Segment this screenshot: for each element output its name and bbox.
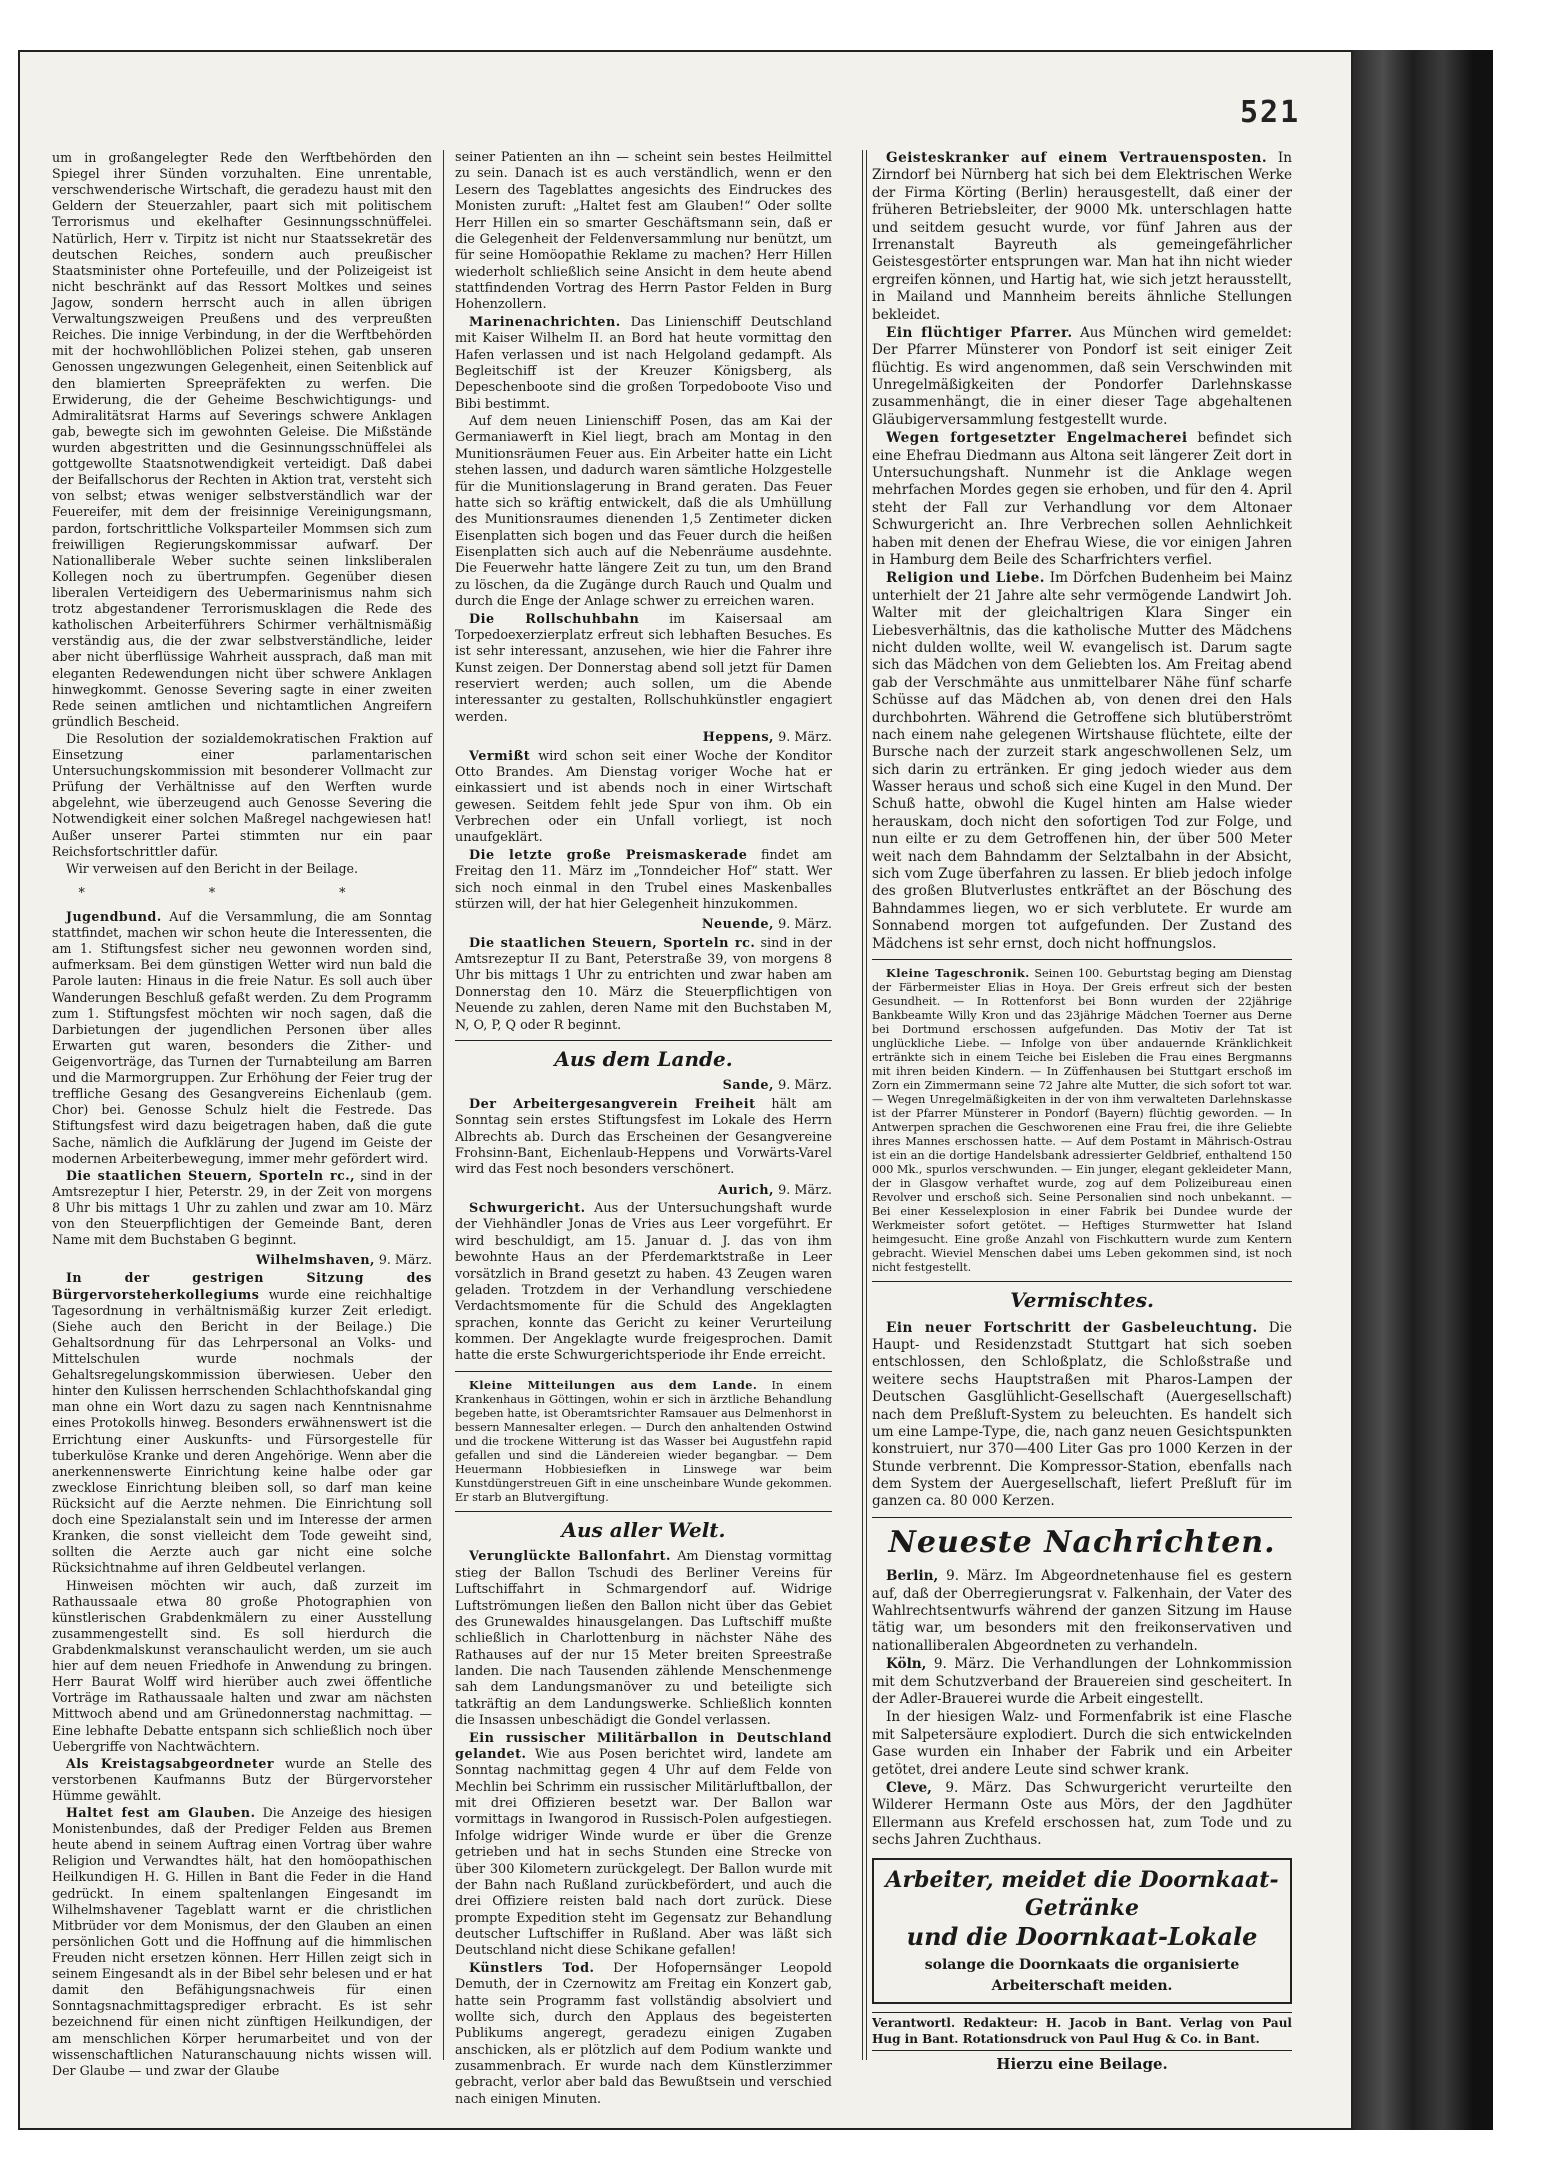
article-headline: Als Kreistagsabgeordneter	[66, 1755, 274, 1771]
article-text: seiner Patienten an ihn — scheint sein bestes Heilmittel zu sein. Danach ist es auch verständlich, wenn er den Lesern des Tageblattes angesichts des Eindruckes des Monisten zuruft: „Haltet fest am Glauben!“ Oder sollte Herr Hillen ein so smarter Geschäftsmann sein, daß er die Gelegenheit der Feldenversammlung nur benützt, um für seine Homöopathie Reklame zu machen? Herr Hillen wiederholt schließlich seine Ansicht in dem heute abend stattfindenden Vortrag des Herrn Pastor Felden in Burg Hohenzollern.	[455, 150, 832, 313]
article-text: um in großangelegter Rede den Werftbehörden den Spiegel ihrer Sünden vorzuhalten. Eine unrentable, verschwenderische Wirtschaft, die geradezu haust mit den Geldern der Steuerzahler, paart sich mit politischem Terrorismus und ekelhafter Gesinnungsschnüffelei. Natürlich, Herr v. Tirpitz ist nicht nur Staatssekretär des deutschen Reiches, sondern auch preußischer Staatsminister ohne Portefeuille, und der Polizeigeist ist nicht beschränkt auf das Ressort Moltkes und seines Jagow, sondern herrscht auch in allen übrigen Verwaltungszweigen Preußens und des verpreußten Reiches. Die innige Verbindung, in der die Werftbehörden mit der hochwohllöblichen Polizei stehen, gab unseren Genossen ungezwungen Gelegenheit, einen Seitenblick auf den blamierten Spreepräfekten zu werfen. Die Erwiderung, die der Geheime Beschwichtigungs- und Admiralitätsrat Harms auf Severings schwere Anklagen gab, bewegte sich im gewohnten Geleise. Die Mißstände wurden abgestritten und die Gesinnungsschnüffelei als gottgewollte Staatsnotwendigkeit verteidigt. Daß dabei der Beifallschorus der Rechten in Aktion trat, versteht sich von selbst; etwas weniger selbstverständlich war der Feuereifer, mit dem der freisinnige Vereinigungsmann, pardon, fortschrittliche Volksparteiler Mommsen sich zum freiwilligen Regierungskommissar aufwarf. Der Nationalliberale Weber suchte seinen linksliberalen Kollegen noch zu übertrumpfen. Gegenüber diesen liberalen Verteidigern des Uebermarinismus nahm sich trotz abgestandener Terrorismusklagen die Rede des katholischen Arbeiterführers Schirmer verhältnismäßig verständig aus, die der zwar selbstverständliche, leider aber nicht überflüssige Wahrheit aussprach, daß man mit eleganten Redewendungen nicht über schwere Anklagen hinwegkommt. Genosse Severing sagte in einer zweiten Rede seinen amtlichen und nichtamtlichen Angreifern gründlich Bescheid.	[52, 150, 432, 729]
article-headline: Verunglückte Ballonfahrt.	[469, 1549, 672, 1565]
article	[872, 1780, 1292, 1850]
article	[455, 315, 832, 413]
article-text: Auf dem neuen Linienschiff Posen, das am Kai der Germaniawerft in Kiel liegt, brach am Montag in den Munitionsräumen Feuer aus. Ein Arbeiter hatte ein Licht stehen lassen, und dadurch waren sämtliche Holzgestelle für die Munitionslagerung in Brand geraten. Das Feuer hatte sich so kräftig entwickelt, daß die als Umhüllung des Munitionsraumes dienenden 1,5 Zentimeter dicken Eisenplatten sich bogen und das Feuer durch die heißen Eisenplatten sich auch auf die Nebenräume ausdehnte. Die Feuerwehr hatte längere Zeit zu tun, um den Brand zu löschen, da die Zugänge durch Rauch und Qualm und durch die Enge der Anlage schwer zu erreichen waren.	[455, 414, 832, 610]
dateline-place: Cleve,	[886, 1779, 932, 1796]
article-text: wurde an Stelle des verstorbenen Kaufmanns Butz der Bürgervorsteher Hümme gewählt.	[52, 1755, 432, 1803]
article	[52, 1270, 432, 1576]
article-text: sind in der Amtsrezeptur II zu Bant, Peterstraße 39, von morgens 8 Uhr bis mittags 1 Uhr zu entrichten und zwar haben am Donnerstag den 10. März die Steuerpflichtigen von Neuende zu zahlen, deren Name mit den Buchstaben M, N, O, P, Q oder R beginnt.	[455, 935, 832, 1033]
ad-line: und die Doornkaat-Lokale	[906, 1921, 1258, 1951]
dateline	[455, 1183, 832, 1199]
dateline-place: Sande,	[722, 1078, 774, 1094]
column-divider	[862, 150, 863, 2060]
dateline-date: 9. März.	[778, 730, 832, 746]
dateline-date: 9. März.	[778, 917, 832, 933]
dateline-date: 9. März.	[933, 1656, 995, 1673]
article	[872, 150, 1292, 324]
article-headline: Wegen fortgesetzter Engelmacherei	[886, 430, 1188, 447]
dateline-date: 9. März.	[778, 1182, 832, 1198]
ad-line: Arbeiterschaft meiden.	[991, 1978, 1173, 1995]
article-headline: Marinenachrichten.	[469, 314, 621, 330]
section-title: Aus dem Lande.	[554, 1046, 733, 1071]
column-divider	[866, 150, 867, 2060]
article-text: sind in der Amtsrezeptur I hier, Peterstr. 29, in der Zeit von morgens 8 Uhr bis mittags 1 Uhr zu zahlen und zwar am 10. März von den Steuerpflichtigen der Gemeinde Bant, deren Name mit dem Buchstaben G beginnt.	[52, 1167, 432, 1248]
column-3	[872, 150, 1292, 2074]
column-2	[455, 150, 832, 2109]
column-1	[52, 150, 432, 2080]
small-notice	[455, 1378, 832, 1505]
article	[872, 1656, 1292, 1708]
article	[872, 570, 1292, 953]
article-text: Die Resolution der sozialdemokratischen Fraktion auf Einsetzung einer parlamentarischen Untersuchungskommission mit besonderer Vollmacht zur Prüfung der Verhältnisse auf den Werften wurde abgelehnt, wie überzeugend auch Genosse Severing die Notwendigkeit einer solchen Maßregel nachgewiesen hat! Außer unserer Partei stimmten nur ein paar Reichsfortschrittler dafür.	[52, 730, 432, 859]
article	[52, 1805, 432, 2079]
article-text: hält am Sonntag sein erstes Stiftungsfest im Lokale des Herrn Albrechts ab. Durch das Erscheinen der Gesangvereine Frohsinn-Bant, Eichenlaub-Heppens und Vorwärts-Varel wird das Fest noch besonders verschönert.	[455, 1096, 832, 1178]
article	[455, 1731, 832, 1960]
article-headline: Die staatlichen Steuern, Sporteln rc.,	[66, 1167, 356, 1183]
article-text: In Zirndorf bei Nürnberg hat sich bei dem Elektrischen Werke der Firma Körting (Berlin) herausgestellt, daß einer der früheren Betriebsleiter, der 9000 Mk. unterschlagen hatte und seitdem gesucht wurde, vor fünf Jahren aus der Irrenanstalt Bayreuth als gemeingefährlicher Geistesgestörter entsprungen war. Man hat ihn nicht wieder ergreifen können, und Hartig hat, wie sich jetzt herausstellt, in Mailand und Mannheim bereits ähnliche Stellungen bekleidet.	[872, 150, 1292, 323]
section-title: Neueste Nachrichten.	[888, 1524, 1276, 1560]
boycott-advertisement	[872, 1858, 1292, 2005]
article-headline: Religion und Liebe.	[886, 570, 1046, 587]
article-headline: In der gestrigen Sitzung des Bürgervorsteherkollegiums	[52, 1270, 432, 1302]
small-notice-text: Seinen 100. Geburtstag beging am Dienstag der Färbermeister Elias in Hoya. Der Greis erfreut sich der besten Gesundheit. — In Rottenforst bei Bonn wurden der 22jährige Bankbeamte Willy Kron und das 23jährige Mädchen Toerner aus Derne bei Dortmund erschossen aufgefunden. Das Motiv der Tat ist unglückliche Liebe. — Infolge von über andauernde Kränklichkeit ertränkte sich in einem Teiche bei Eisleben die Frau eines Bergmanns mit ihren beiden Kindern. — In Züffenhausen bei Stuttgart erschoß im Zorn ein Zimmermann seine 72 Jahre alte Mutter, die sich sofort tot war. — Wegen Unregelmäßigkeiten in der von ihm verwalteten Darlehnskasse ist der Pfarrer Münsterer in Pondorf (Bayern) flüchtig geworden. — In Antwerpen sprachen die Geschworenen eine Frau frei, die ihre Geliebte ihres Mannes erschossen hatte. — Auf dem Postamt in Mährisch-Ostrau ist ein an die dortige Handelsbank adressierter Geldbrief, enthaltend 150 000 Mk., spurlos verschwunden. — Ein junger, elegant gekleideter Mann, der in Glasgow verhaftet wurde, zog auf dem Polizeibureau einen Revolver und erschoß sich. Seine Personalien sind noch unbekannt. — Bei einer Kesselexplosion in einer Fabrik bei Dundee wurde der Werkmeister sofort getötet. — Heftiges Sturmwetter hat Island heimgesucht. Eine große Anzahl von Fischkuttern wurde zum Kentern gebracht. Wieviel Menschen dabei ums Leben gekommen sind, ist noch nicht festgestellt.	[872, 966, 1293, 1274]
ad-line: Arbeiter, meidet die Doornkaat-Getränke	[885, 1866, 1279, 1921]
section-rule	[455, 1040, 832, 1041]
article-text: Die Verhandlungen der Lohnkommission mit dem Schutzverband der Brauereien sind gescheitert. In der Adler-Brauerei wurde die Arbeit eingestellt.	[872, 1656, 1292, 1707]
article-text: im Kaisersaal am Torpedoexerzierplatz erfreut sich lebhaften Besuches. Es ist sehr interessant, anzusehen, wie hier die Fahrer ihre Kunst zeigen. Der Donnerstag abend soll jetzt für Damen reserviert werden; auch sollen, um die Abende interessanter zu gestalten, Rollschuhkünstler engagiert werden.	[455, 611, 832, 725]
article-headline: Die staatlichen Steuern, Sporteln rc.	[469, 935, 756, 951]
dateline-date: 9. März.	[778, 1078, 832, 1094]
section-rule	[872, 1517, 1292, 1518]
article-text: wird schon seit einer Woche der Konditor Otto Brandes. Am Dienstag voriger Woche hat er einkassiert und ist abends noch in einer Wirtschaft gewesen. Seitdem fehlt jede Spur von ihm. Ob ein Verbrechen oder ein Unfall vorliegt, ist noch unaufgeklärt.	[455, 748, 832, 846]
section-title: Vermischtes.	[1010, 1287, 1154, 1312]
article	[455, 749, 832, 847]
section-rule	[872, 959, 1292, 960]
article-text: Wie aus Posen berichtet wird, landete am Sonntag nachmittag gegen 4 Uhr auf dem Felde von Mechlin bei Schrimm ein russischer Militärluftballon, der mit drei Offizieren besetzt war. Der Ballon war vormittags in Iwangorod in Russisch-Polen aufgestiegen. Infolge widriger Winde wurde er über die Grenze getrieben und hat in sechs Stunden eine Strecke von über 300 Kilometern zurückgelegt. Der Ballon wurde mit der Bahn nach Rußland zurückbefördert, und auch die drei Offiziere reisten bald nach dort zurück. Diese prompte Expedition steht im Gegensatz zur Behandlung deutscher Luftschiffer in Rußland. Aber was läßt sich Deutschland nicht diese Schikane gefallen!	[455, 1746, 832, 1959]
article-headline: Ein flüchtiger Pfarrer.	[886, 324, 1073, 341]
dateline-date: 9. März.	[945, 1779, 1012, 1796]
ad-line: solange die Doornkaats die organisierte	[924, 1956, 1240, 1973]
article	[455, 1201, 832, 1365]
article-text: wurde eine reichhaltige Tagesordnung in verhältnismäßig kurzer Zeit erledigt. (Siehe auch den Bericht in der Beilage.) Die Gehaltsordnung für das Lehrpersonal an Volks- und Mittelschulen wurde nochmals der Gehaltsregelungskommission überwiesen. Ueber den hinter den Kulissen herrschenden Schlachthofskandal ging man ohne ein Wort dazu zu sagen nach Kenntnisnahme eines Protokolls hinweg. Besonders erwähnenswert ist die Errichtung einer Auskunfts- und Fürsorgestelle für tuberkulöse Kranke und deren Angehörige. Wenn aber die anerkennenswerte Einrichtung keine halbe oder gar zwecklose Einrichtung bleiben soll, so darf man keine Rücksicht auf die Aerzte nehmen. Die Einrichtung soll doch eine Spezialanstalt sein und im Interesse der armen Kranken, die sonst vielleicht dem Tode geweiht sind, sollten die Aerzte auch gar nicht eine solche Rücksichtnahme auf ihren Geldbeutel verlangen.	[52, 1286, 432, 1576]
article-headline: Geisteskranker auf einem Vertrauensposten.	[886, 150, 1268, 166]
article-text: Hinweisen möchten wir auch, daß zurzeit im Rathaussaale etwa 80 große Photographien von künstlerischen Grabdenkmälern zu einer Ausstellung zusammengestellt sind. Es soll hierdurch die Grabdenkmalskunst veranschaulicht werden, um sie auch hier auf dem neuen Friedhofe in Anwendung zu bringen. Herr Baurat Wolff wird hierüber auch zwei öffentliche Vorträge im Rathaussaale halten und zwar am nächsten Mittwoch abend und am Grünedonnerstag nachmittag. — Eine lebhafte Debatte entspann sich schließlich noch über Uebergriffe von Nachtwächtern.	[52, 1577, 432, 1754]
article-text: Das Linienschiff Deutschland mit Kaiser Wilhelm II. an Bord hat heute vormittag den Hafen verlassen und ist nach Helgoland gedampft. Als Begleitschiff ist der Kreuzer Königsberg, als Depeschenboote sind die großen Torpedoboote Viso und Bibi bestimmt.	[455, 314, 832, 412]
article	[455, 612, 832, 727]
article	[872, 1568, 1292, 1655]
supplement-note: Hierzu eine Beilage.	[996, 2055, 1168, 2074]
article	[52, 1168, 432, 1249]
dateline	[455, 917, 832, 933]
article-headline: Jugendbund.	[66, 909, 162, 925]
article-text: In der hiesigen Walz- und Formenfabrik ist eine Flasche mit Salpetersäure explodiert. Durch die sich entwickelnden Gase wurden ein Inhaber der Fabrik und ein Arbeiter getötet, drei andere Leute sind schwer krank.	[872, 1709, 1292, 1778]
imprint: Verantwortl. Redakteur: H. Jacob in Bant. Verlag von Paul Hug in Bant. Rotationsdruck von Paul Hug & Co. in Bant.	[872, 2012, 1292, 2051]
article-headline: Die letzte große Preismaskerade	[469, 847, 748, 863]
article	[52, 1756, 432, 1804]
section-rule	[872, 1281, 1292, 1282]
article-text: Am Dienstag vormittag stieg der Ballon Tschudi des Berliner Vereins für Luftschiffahrt in Schmargendorf auf. Widrige Luftströmungen ließen den Ballon nicht über das Gebiet des Grunewaldes hinausgelangen. Das Luftschiff mußte schließlich in Charlottenburg in nächster Nähe des Rathauses auf der nur 15 Meter breiten Spreestraße landen. Die nach Tausenden zählende Menschenmenge sah dem Landungsmanöver zu und beteiligte sich tatkräftig an dem Landungswerke. Schließlich konnten die Insassen unbeschädigt die Gondel verlassen.	[455, 1549, 832, 1729]
article-headline: Ein russischer Militärballon in Deutschland gelandet.	[455, 1730, 832, 1762]
book-binding-edge	[1353, 50, 1473, 2130]
dateline-date: 9. März.	[378, 1252, 432, 1268]
article-headline: Ein neuer Fortschritt der Gasbeleuchtung.	[886, 1319, 1258, 1336]
article	[872, 325, 1292, 429]
article-text: Im Abgeordnetenhause fiel es gestern auf, daß der Oberregierungsrat v. Falkenhain, der Vater des Wahlrechtsentwurfs während der ganzen Sitzung im Hause tätig war, um besonders mit den freikonservativen und nationalliberalen Abgeordneten zu verhandeln.	[872, 1568, 1292, 1654]
section-rule	[455, 1371, 832, 1372]
article-text: befindet sich eine Ehefrau Diedmann aus Altona seit längerer Zeit dort in Untersuchungshaft. Nunmehr ist die Anklage wegen mehrfachen Mordes gegen sie erhoben, und für den 4. April steht der Fall zur Verhandlung vor dem Altonaer Schwurgericht an. Ihre Verbrechen sollen Aehnlichkeit haben mit denen der Ehefrau Wiese, die vor einigen Jahren in Hamburg dem Beile des Scharfrichters verfiel.	[872, 430, 1292, 568]
article-text: findet am Freitag den 11. März im „Tonndeicher Hof“ statt. Wer sich noch einmal in den Trubel eines Maskenballes stürzen will, der hat hier Gelegenheit hinzukommen.	[455, 847, 832, 912]
article-text: Aus der Untersuchungshaft wurde der Viehhändler Jonas de Vries aus Leer vorgeführt. Er wird beschuldigt, am 15. Januar d. J. das von ihm bewohnte Haus an der Pferdemarktstraße in Leer vorsätzlich in Brand gesetzt zu haben. 43 Zeugen waren geladen. Trotzdem in der Verhandlung verschiedene Verdachtsmomente für die Schuld des Angeklagten sprachen, konnte das Gericht zu keiner Verurteilung kommen. Der Angeklagte wurde freigesprochen. Damit hatte die erste Schwurgerichtsperiode ihr Ende erreicht.	[455, 1201, 832, 1364]
article-text: Auf die Versammlung, die am Sonntag stattfindet, machen wir schon heute die Interessenten, die am 1. Stiftungsfest sicher neu gewonnen worden sind, aufmerksam. Bei dem günstigen Wetter wird nun bald die Parole lauten: Hinaus in die freie Natur. Es soll auch über Wanderungen Beschluß gefaßt werden. Zu dem Programm zum 1. Stiftungsfest möchten wir noch sagen, daß die Darbietungen der jugendlichen Personen über alles Erwarten gut waren, besonders die Zither- und Geigenvorträge, das Turnen der Turnabteilung am Barren und die Marmorgruppen. Zur Erhöhung der Feier trug der treffliche Gesang des Gesangvereins Eichenlaub (gem. Chor) bei. Genosse Schulz hielt die Festrede. Das Stiftungsfest wird dazu beigetragen haben, daß die gute Sache, nämlich die Aufklärung der Jugend im Geiste der modernen Arbeiterbewegung, immer mehr gefördert wird.	[52, 909, 432, 1166]
page-number: 521	[1240, 95, 1301, 130]
section-separator: * * *	[78, 884, 406, 900]
article-text: Aus München wird gemeldet: Der Pfarrer Münsterer von Pondorf ist seit einiger Zeit flüchtig. Es wird angenommen, daß sein Verschwinden mit Unregelmäßigkeiten der Pondorfer Darlehnskasse zusammenhängt, die in einer dieser Tage abgehaltenen Gläubigerversammlung festgestellt wurde.	[872, 324, 1292, 428]
dateline-place: Berlin,	[886, 1568, 939, 1585]
dateline-date: 9. März.	[946, 1568, 1007, 1585]
column-divider	[443, 150, 444, 2060]
dateline	[455, 730, 832, 746]
small-notice-headline: Kleine Tageschronik.	[886, 965, 1030, 980]
article-text: Der Hofopernsänger Leopold Demuth, der in Czernowitz am Freitag ein Konzert gab, hatte sein Programm fast vollständig absolviert und wollte sich, durch den Applaus des begeisterten Publikums angeregt, geradezu einigen Zugaben anschicken, als er plötzlich auf dem Podium wankte und zusammenbrach. Er wurde nach dem Künstlerzimmer gebracht, verlor aber bald das Bewußtsein und verschied nach einigen Minuten.	[455, 1960, 832, 2107]
dateline-place: Wilhelmshaven,	[255, 1252, 375, 1268]
article-headline: Künstlers Tod.	[469, 1960, 595, 1976]
article	[455, 1961, 832, 2108]
dateline-place: Aurich,	[718, 1182, 774, 1198]
dateline-place: Heppens,	[702, 730, 774, 746]
small-notice-text: In einem Krankenhaus in Göttingen, wohin er sich in ärztliche Behandlung begeben hatte, ist Oberamtsrichter Ramsauer aus Delmenhorst in bessern Mannesalter erlegen. — Durch den anhaltenden Ostwind und die trockene Witterung ist das Wasser bei Augustfehn rapid gefallen und sind die Ländereien wieder begangbar. — Dem Heuermann Hobbiesiefken in Linswege war beim Kunstdüngerstreuen Gift in eine unscheinbare Wunde gekommen. Er starb an Blutvergiftung.	[455, 1378, 832, 1504]
article	[52, 909, 432, 1167]
small-notice-headline: Kleine Mitteilungen aus dem Lande.	[469, 1377, 758, 1392]
small-notice	[872, 966, 1292, 1275]
article	[455, 848, 832, 914]
article-text: Die Haupt- und Residenzstadt Stuttgart hat sich soeben entschlossen, den Schloßplatz, die Schloßstraße und weitere sechs Hauptstraßen mit Pharos-Lampen der Deutschen Gasglühlicht-Gesellschaft (Auergesellschaft) nach dem Preßluft-System zu beleuchten. Es handelt sich um eine Lampe-Type, die, nach ganz neuen Gesichtspunkten konstruiert, nur 370—400 Liter Gas pro 1000 Kerzen in der Stunde verbrennt. Die Kompressor-Station, ebenfalls nach dem System der Auergesellschaft, liefert Preßluft für im ganzen ca. 80 000 Kerzen.	[872, 1319, 1292, 1510]
article	[455, 1549, 832, 1729]
article	[455, 936, 832, 1034]
section-title: Aus aller Welt.	[561, 1517, 726, 1542]
dateline-place: Neuende,	[701, 917, 774, 933]
dateline	[455, 1078, 832, 1094]
article-text: Wir verweisen auf den Bericht in der Beilage.	[66, 860, 359, 876]
article-headline: Vermißt	[469, 748, 531, 764]
article	[872, 1320, 1292, 1511]
dateline-place: Köln,	[886, 1656, 927, 1673]
article-text: Im Dörfchen Budenheim bei Mainz unterhielt der 21 Jahre alte sehr vermögende Landwirt Joh. Walter mit der gleichaltrigen Klara Singer ein Liebesverhältnis, das die katholische Mutter des Mädchens nicht dulden wollte, weil W. evangelisch ist. Darum sagte sich das Mädchen von dem Geliebten los. Am Freitag abend gab der Verschmähte aus unmittelbarer Nähe fünf scharfe Schüsse auf das Mädchen ab, von denen drei den Hals durchbohrten. Während die Getroffene sich blutüberströmt nach einem nahe gelegenen Wirtshause flüchtete, eilte der Bursche nach der zurzeit stark angeschwollenen Selz, um sich darin zu ertränken. Er ging jedoch wieder aus dem Wasser heraus und schoß sich eine Kugel in den Mund. Der Schuß hatte, obwohl die Kugel hinten am Halse wieder herauskam, doch nicht den sofortigen Tod zur Folge, und nun eilte er zu dem Getroffenen hin, der über 500 Meter weit nach dem Bahndamm der Selztalbahn in der Absicht, sich vom Zuge überfahren zu lassen. Er blieb jedoch infolge des großen Blutverlustes entkräftet an der Böschung des Bahndammes liegen, wo er sich verblutete. Er wurde am Sonnabend morgen tot aufgefunden. Der Zustand des Mädchens ist sehr ernst, doch nicht hoffnungslos.	[872, 570, 1292, 952]
article	[455, 1097, 832, 1179]
article-headline: Schwurgericht.	[469, 1201, 586, 1217]
article-headline: Die Rollschuhbahn	[469, 611, 640, 627]
dateline	[52, 1252, 432, 1268]
article-text: Das Schwurgericht verurteilte den Wilderer Hermann Oste aus Mörs, der den Jagdhüter Ellermann aus Krefeld erschossen hat, zum Tode und zu sechs Jahren Zuchthaus.	[872, 1779, 1292, 1849]
page-edge-shadow	[1473, 50, 1493, 2130]
article-text: Die Anzeige des hiesigen Monistenbundes, daß der Prediger Felden aus Bremen heute abend in seinem Auftrag einen Vortrag über wahre Religion und Verwandtes hält, hat den homöopathischen Heilkundigen H. G. Hillen in Bant die Feder in die Hand gedrückt. In einem spaltenlangen Eingesandt im Wilhelmshavener Tageblatt warnt er die christlichen Mitbrüder vor dem Monismus, der den Glauben an einen persönlichen Gott und die Hoffnung auf die himmlischen Freuden nicht ersetzen können. Herr Hillen zeigt sich in seinem Eingesandt als in der Bibel sehr belesen und er hat damit den Befähigungsnachweis für einen Sonntagsnachmittagsprediger erbracht. Es ist sehr bezeichnend für einen nicht zünftigen Heilkundigen, der am menschlichen Körper herumarbeitet und von der wissenschaftlichen Naturanschauung nichts wissen will. Der Glaube — und zwar der Glaube	[52, 1805, 432, 2078]
section-rule	[455, 1511, 832, 1512]
article	[872, 430, 1292, 569]
article-headline: Der Arbeitergesangverein Freiheit	[469, 1096, 756, 1112]
article-headline: Haltet fest am Glauben.	[66, 1805, 256, 1821]
